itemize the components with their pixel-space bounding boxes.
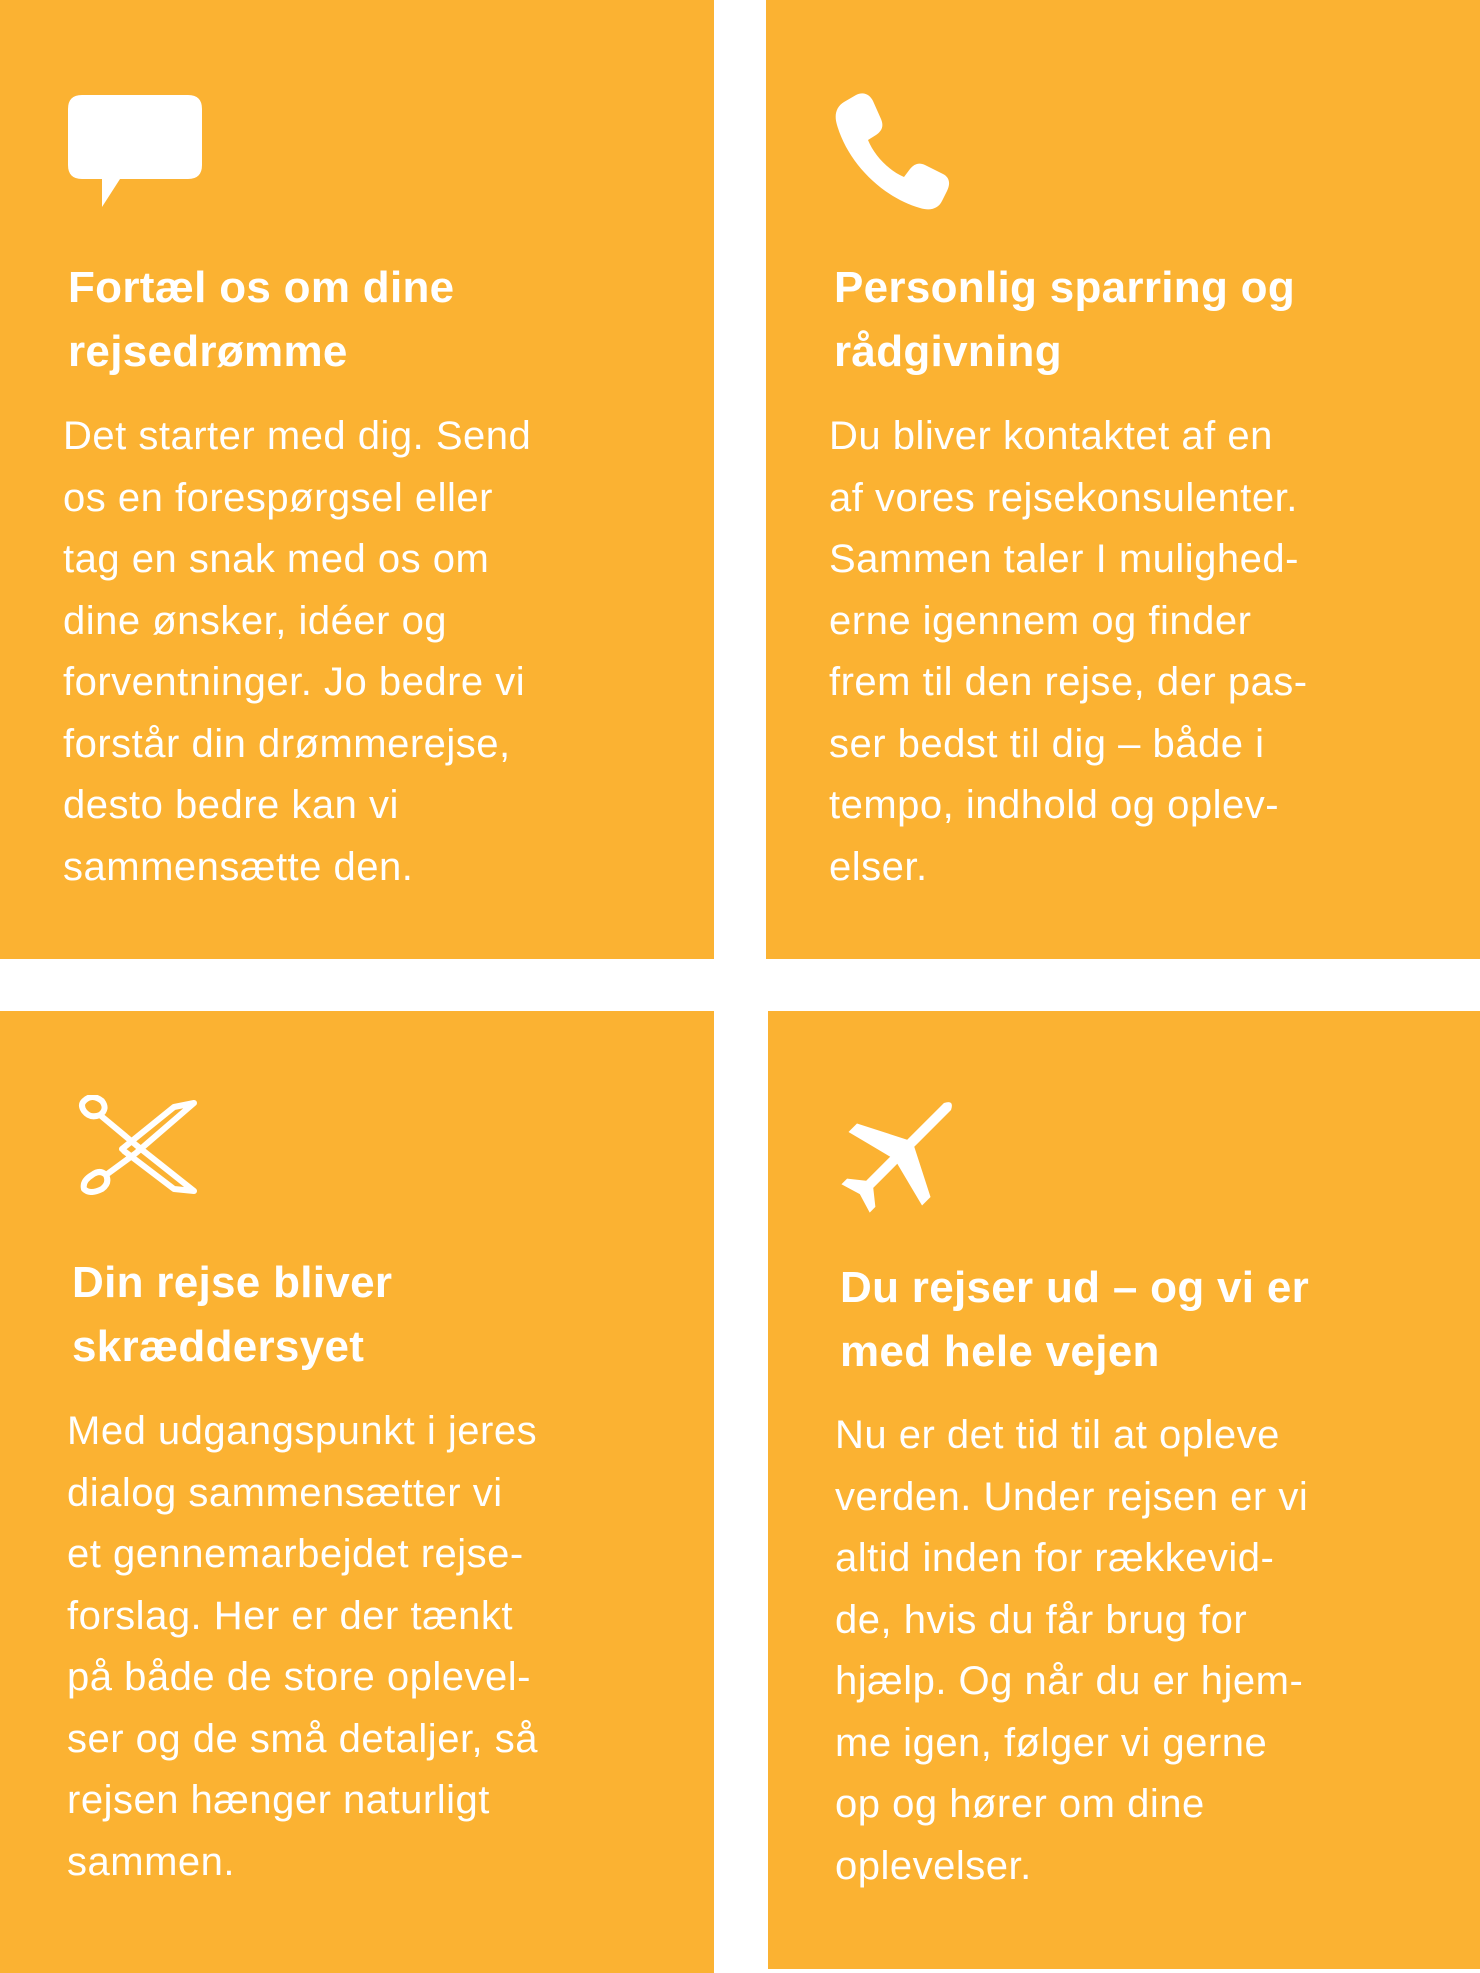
step-description-line: dialog sammensætter vi: [67, 1470, 503, 1515]
step-description: [829, 406, 1308, 898]
step-description-line: tempo, indhold og oplev-: [829, 783, 1280, 827]
step-description-line: Det starter med dig. Send: [63, 414, 532, 458]
step-description-line: altid inden for rækkevid-: [835, 1536, 1275, 1580]
step-description-line: på både de store oplevel-: [67, 1655, 531, 1699]
step-description-line: de, hvis du får brug for: [835, 1597, 1248, 1642]
step-description-line: forstår din drømmerejse,: [63, 721, 511, 766]
step-title: [72, 1251, 392, 1379]
step-description: [835, 1405, 1308, 1897]
step-title: [68, 256, 454, 384]
step-card-travel: [768, 1011, 1480, 1969]
step-description-line: os en forespørgsel eller: [63, 475, 493, 520]
step-title-line: Du rejser ud – og vi er: [840, 1263, 1310, 1312]
step-description-line: tag en snak med os om: [63, 537, 490, 581]
step-description-line: sammen.: [67, 1839, 235, 1884]
step-title-line: rejsedrømme: [68, 327, 348, 376]
step-description-line: Med udgangspunkt i jeres: [67, 1409, 538, 1453]
step-description-line: ser og de små detaljer, så: [67, 1716, 539, 1761]
phone-icon: [834, 93, 950, 210]
step-description-line: Sammen taler I mulighed-: [829, 537, 1299, 581]
airplane-icon: [840, 1099, 956, 1213]
step-title-line: skræddersyet: [72, 1322, 365, 1371]
step-description-line: desto bedre kan vi: [63, 783, 399, 827]
step-title: [840, 1256, 1309, 1384]
step-description-line: ser bedst til dig – både i: [829, 721, 1265, 766]
step-description-line: me igen, følger vi gerne: [835, 1720, 1268, 1765]
step-description-line: oplevelser.: [835, 1843, 1032, 1888]
step-description-line: rejsen hænger naturligt: [67, 1778, 490, 1822]
step-title-line: rådgivning: [834, 327, 1062, 376]
speech-bubble-icon: [68, 95, 202, 209]
step-description-line: elser.: [829, 844, 928, 889]
step-description-line: forslag. Her er der tænkt: [67, 1593, 513, 1638]
step-card-consultation: [766, 0, 1480, 959]
step-title-line: Personlig sparring og: [834, 263, 1296, 312]
step-title-line: med hele vejen: [840, 1327, 1160, 1376]
step-description-line: sammensætte den.: [63, 844, 414, 889]
step-description-line: verden. Under rejsen er vi: [835, 1474, 1309, 1519]
step-title: [834, 256, 1295, 384]
step-description: [67, 1401, 538, 1893]
step-description-line: erne igennem og finder: [829, 598, 1252, 643]
step-description: [63, 406, 531, 898]
step-description-line: frem til den rejse, der pas-: [829, 660, 1308, 704]
step-description-line: hjælp. Og når du er hjem-: [835, 1659, 1304, 1703]
step-card-tailored: [0, 1011, 714, 1973]
step-description-line: af vores rejsekonsulenter.: [829, 475, 1298, 520]
step-title-line: Fortæl os om dine: [68, 263, 455, 312]
step-description-line: op og hører om dine: [835, 1782, 1205, 1826]
step-description-line: et gennemarbejdet rejse-: [67, 1532, 524, 1576]
step-description-line: Nu er det tid til at opleve: [835, 1413, 1280, 1457]
step-description-line: forventninger. Jo bedre vi: [63, 660, 526, 704]
step-description-line: Du bliver kontaktet af en: [829, 414, 1273, 458]
scissors-icon: [78, 1095, 198, 1195]
step-title-line: Din rejse bliver: [72, 1258, 393, 1307]
step-description-line: dine ønsker, idéer og: [63, 598, 448, 643]
step-card-tell-us: [0, 0, 714, 959]
